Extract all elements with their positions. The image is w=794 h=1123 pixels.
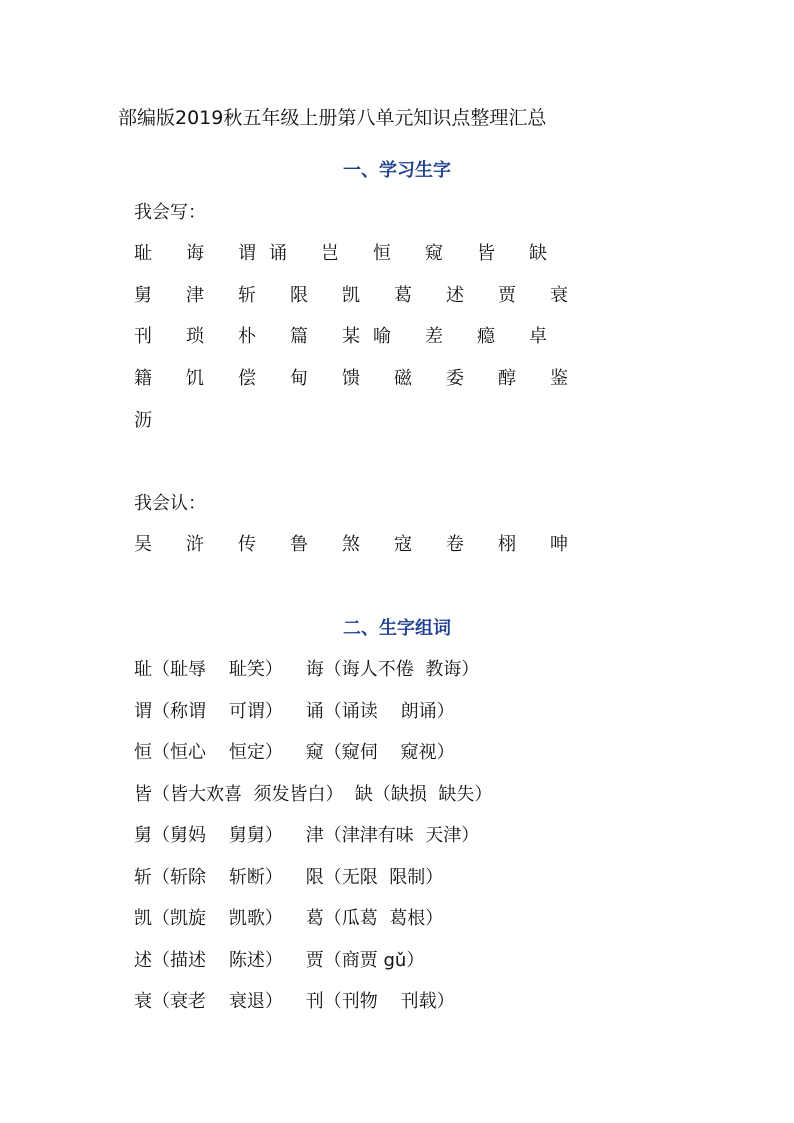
write-character: 述 [446,285,464,306]
recognize-row-1 [134,532,594,558]
word-formation-line: 恒（恒心 恒定） 窥（窥伺 窥视） [134,742,455,763]
write-character: 凯 [342,285,360,306]
write-character: 委 [446,368,464,389]
write-character: 诵 [269,243,287,264]
write-character: 卓 [529,326,547,347]
write-characters-label: 我会写： [134,202,206,223]
recognize-character: 寇 [394,534,412,555]
write-character: 岂 [321,243,339,264]
write-character: 甸 [290,368,308,389]
write-character: 篇 [290,326,308,347]
recognize-characters-label: 我会认： [134,493,206,514]
write-character: 缺 [529,243,547,264]
write-character: 诲 [186,243,204,264]
write-character: 刊 [134,326,152,347]
write-character: 谓 [238,243,256,264]
write-character: 籍 [134,368,152,389]
write-character: 磁 [394,368,412,389]
word-formation-line: 皆（皆大欢喜 须发皆白） 缺（缺损 缺失） [134,784,493,805]
write-character: 葛 [394,285,412,306]
section-heading-word-formation: 二、生字组词 [343,618,451,639]
write-row-1 [134,241,594,267]
word-formation-line: 舅（舅妈 舅舅） 津（津津有味 天津） [134,825,480,846]
word-formation-line: 耻（耻辱 耻笑） 诲（诲人不倦 教诲） [134,659,480,680]
word-formation-line: 衰（衰老 衰退） 刊（刊物 刊载） [134,991,455,1012]
section-heading-learn-characters: 一、学习生字 [343,160,451,181]
recognize-character: 煞 [342,534,360,555]
write-character: 斩 [238,285,256,306]
write-character: 偿 [238,368,256,389]
word-formation-line: 谓（称谓 可谓） 诵（诵读 朗诵） [134,701,455,722]
write-row-2 [134,283,594,309]
write-character: 醇 [498,368,516,389]
write-character: 某 [342,326,360,347]
write-character: 朴 [238,326,256,347]
write-character: 贾 [498,285,516,306]
write-character: 皆 [477,243,495,264]
recognize-character: 呻 [550,534,568,555]
write-character: 馈 [342,368,360,389]
word-formation-line: 凯（凯旋 凯歌） 葛（瓜葛 葛根） [134,908,444,929]
recognize-character: 吴 [134,534,152,555]
write-character: 差 [425,326,443,347]
write-character: 津 [186,285,204,306]
write-row-3 [134,324,594,350]
word-formation-line: 述（描述 陈述） 贾（商贾 gǔ） [134,950,425,971]
write-character: 琐 [186,326,204,347]
recognize-character: 传 [238,534,256,555]
write-character: 鉴 [550,368,568,389]
recognize-character: 栩 [498,534,516,555]
write-character: 饥 [186,368,204,389]
write-character: 限 [290,285,308,306]
write-character: 沥 [134,410,152,431]
write-row-4 [134,366,594,392]
write-character: 喻 [373,326,391,347]
recognize-character: 鲁 [290,534,308,555]
write-character: 恒 [373,243,391,264]
write-character: 窥 [425,243,443,264]
word-formation-line: 斩（斩除 斩断） 限（无限 限制） [134,867,444,888]
write-row-5 [134,408,594,434]
write-character: 衰 [550,285,568,306]
recognize-character: 卷 [446,534,464,555]
write-character: 舅 [134,285,152,306]
write-character: 瘾 [477,326,495,347]
write-character: 耻 [134,243,152,264]
recognize-character: 浒 [186,534,204,555]
document-title: 部编版2019秋五年级上册第八单元知识点整理汇总 [118,107,547,129]
